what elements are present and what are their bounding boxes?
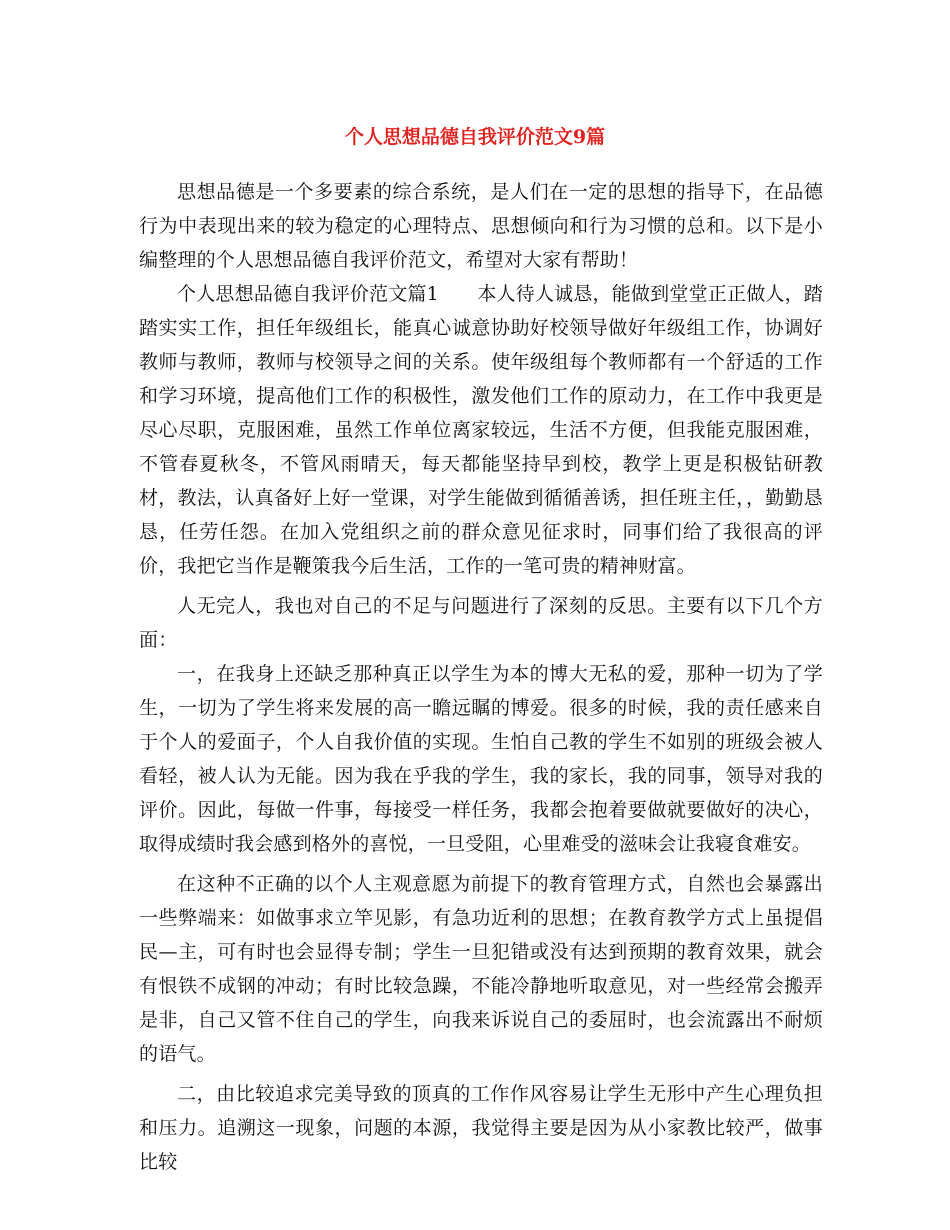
paragraph-intro: 思想品德是一个多要素的综合系统，是人们在一定的思想的指导下，在品德行为中表现出来的较为稳定的心理特点、思想倾向和行为习惯的总和。以下是小编整理的个人思想品德自我评价范文，希望对大家有帮助！	[139, 181, 823, 271]
paragraph-drawbacks: 在这种不正确的以个人主观意愿为前提下的教育管理方式，自然也会暴露出一些弊端来：如做事求立竿见影，有急功近利的思想；在教育教学方式上虽提倡民—主，可有时也会显得专制；学生一旦犯错或没有达到预期的教育效果，就会有恨铁不成钢的冲动；有时比较急躁，不能冷静地听取意见，对一些经常会搬弄是非，自己又管不住自己的学生，向我来诉说自己的委屈时，也会流露出不耐烦的语气。	[139, 873, 823, 1065]
document-body	[139, 175, 823, 1179]
paragraph-reflection: 人无完人，我也对自己的不足与问题进行了深刻的反思。主要有以下几个方面：	[139, 595, 823, 651]
paragraph-point-2: 二，由比较追求完美导致的顶真的工作作风容易让学生无形中产生心理负担和压力。追溯这一现象，问题的本源，我觉得主要是因为从小家教比较严，做事比较	[139, 1083, 823, 1173]
paragraph-sample-1: 个人思想品德自我评价范文篇1 本人待人诚恳，能做到堂堂正正做人，踏踏实实工作，担任年级组长，能真心诚意协助好校领导做好年级组工作，协调好教师与教师，教师与校领导之间的关系。使年级组每个教师都有一个舒适的工作和学习环境，提高他们工作的积极性，激发他们工作的原动力，在工作中我更是尽心尽职，克服困难，虽然工作单位离家较远，生活不方便，但我能克服困难，不管春夏秋冬，不管风雨晴天，每天都能坚持早到校，教学上更是积极钻研教材，教法，认真备好上好一堂课，对学生能做到循循善诱，担任班主任，，勤勤恳恳，任劳任怨。在加入党组织之前的群众意见征求时，同事们给了我很高的评价，我把它当作是鞭策我今后生活，工作的一笔可贵的精神财富。	[139, 283, 823, 577]
document-title: 个人思想品德自我评价范文9篇	[344, 126, 606, 148]
paragraph-point-1: 一，在我身上还缺乏那种真正以学生为本的博大无私的爱，那种一切为了学生，一切为了学生将来发展的高一瞻远瞩的博爱。很多的时候，我的责任感来自于个人的爱面子，个人自我价值的实现。生怕自己教的学生不如别的班级会被人看轻，被人认为无能。因为我在乎我的学生，我的家长，我的同事，领导对我的评价。因此，每做一件事，每接受一样任务，我都会抱着要做就要做好的决心，取得成绩时我会感到格外的喜悦，一旦受阻，心里难受的滋味会让我寝食难安。	[139, 663, 823, 855]
